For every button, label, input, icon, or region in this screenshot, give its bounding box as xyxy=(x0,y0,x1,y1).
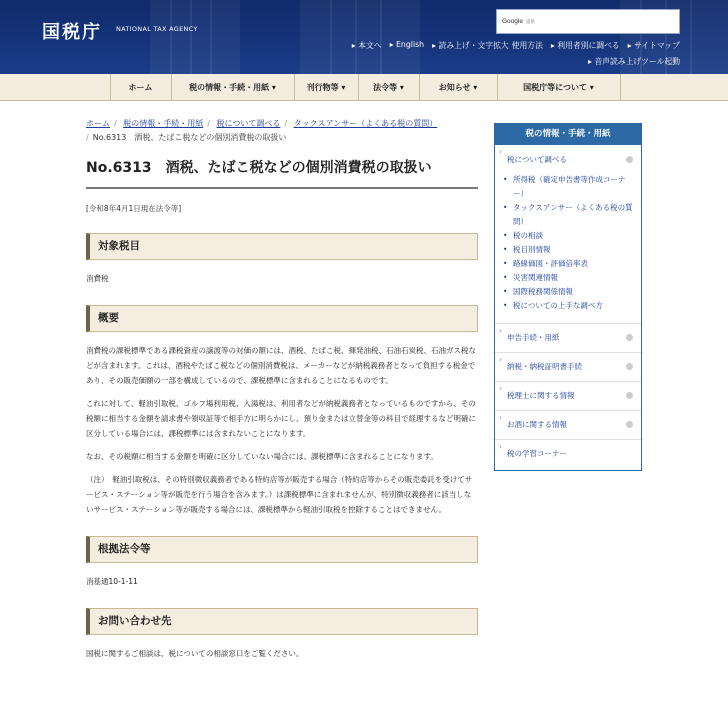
side-nav-sub-item[interactable]: • 所得税（確定申告書等作成コーナー） xyxy=(495,173,641,201)
breadcrumb-home[interactable]: ホーム xyxy=(86,119,110,128)
global-nav xyxy=(0,74,728,101)
section-text: 国税に関するご相談は、税についての相談窓口をご覧ください。 xyxy=(86,649,304,658)
circle-icon xyxy=(626,421,633,428)
section-heading-target-tax: 対象税目 xyxy=(86,233,478,260)
circle-icon xyxy=(626,363,633,370)
utility-link-skip[interactable]: ▸ 本文へ xyxy=(351,41,382,50)
nav-home[interactable]: ホーム xyxy=(128,83,153,92)
utility-link-voice-reader[interactable]: ▸ 音声読み上げツール起動 xyxy=(587,57,680,66)
circle-icon xyxy=(626,156,633,163)
circle-icon xyxy=(626,392,633,399)
main-content xyxy=(86,117,478,661)
google-logo: Google 提供 xyxy=(502,18,535,25)
section-heading-contact: お問い合わせ先 xyxy=(86,608,478,635)
breadcrumb-research[interactable]: 税について調べる xyxy=(216,119,281,128)
section-text-note: （注） 軽油引取税は、その特別徴収義務者である特約店等が販売する場合（特約店等からその販売委託を受けてサービス・ステーション等が販売を行う場合を含みます。）は課税標準に含まれませんが、特別徴収義務者に該当しないサービス・ステーション等が販売する場合には、課税標準から軽油引取税を控除することはできません。 xyxy=(86,475,473,514)
side-nav-sub-item[interactable]: • 路線価図・評価倍率表 xyxy=(495,257,641,271)
utility-link-usage[interactable]: 使用方法 xyxy=(511,41,543,50)
utility-link-sitemap[interactable]: ▸ サイトマップ xyxy=(627,41,680,50)
breadcrumb: ホーム / 税の情報・手続・用紙 / 税について調べる / タックスアンサー（よくある税の質問） / No.6313 酒税、たばこ税などの個別消費税の取扱い xyxy=(86,119,438,142)
section-text: 消基通10-1-11 xyxy=(86,577,138,586)
nav-tax-info[interactable]: 税の情報・手続・用紙 ▾ xyxy=(189,83,276,92)
law-date-note: [令和8年4月1日現在法令等] xyxy=(86,204,182,213)
side-nav-title: 税の情報・手続・用紙 xyxy=(495,123,641,145)
nav-publications[interactable]: 刊行物等 ▾ xyxy=(306,83,346,92)
side-nav-sub-item[interactable]: • 税目別情報 xyxy=(495,243,641,257)
utility-link-by-user[interactable]: ▸ 利用者別に調べる xyxy=(550,41,620,50)
section-text: 消費税の課税標準である課税資産の譲渡等の対価の額には、酒税、たばこ税、揮発油税、石油石炭税、石油ガス税などが含まれます。これは、酒税やたばこ税などの個別消費税は、メーカーなどが納税義務者となって負担する税金であり、その販売価額の一部を構成しているので、課税標準に含まれることになるものです。 xyxy=(86,346,476,385)
section-text: 消費税 xyxy=(86,274,109,283)
search-input[interactable] xyxy=(496,9,680,34)
site-logo-english: NATIONAL TAX AGENCY xyxy=(116,25,198,33)
nav-laws[interactable]: 法令等 ▾ xyxy=(373,83,404,92)
side-nav xyxy=(494,123,642,471)
side-nav-sub-item[interactable]: • 国際税務関係情報 xyxy=(495,285,641,299)
section-heading-overview: 概要 xyxy=(86,305,478,332)
section-heading-legal-basis: 根拠法令等 xyxy=(86,536,478,563)
side-nav-learning[interactable]: › 税の学習コーナー xyxy=(495,440,641,470)
side-nav-filing[interactable]: › 申告手続・用紙 xyxy=(495,324,641,352)
side-nav-sub-item[interactable]: • タックスアンサー（よくある税の質問） xyxy=(495,201,641,229)
side-nav-sub-item[interactable]: • 税についての上手な調べ方 xyxy=(495,299,641,313)
site-header xyxy=(0,0,728,74)
header-building-decoration xyxy=(150,0,240,74)
page-title: No.6313 酒税、たばこ税などの個別消費税の取扱い xyxy=(86,157,478,189)
utility-links xyxy=(344,40,680,51)
circle-icon xyxy=(626,334,633,341)
side-nav-liquor[interactable]: › お酒に関する情報 xyxy=(495,411,641,439)
header-building-decoration xyxy=(300,0,420,74)
side-nav-sub-item[interactable]: • 税の相談 xyxy=(495,229,641,243)
nav-about-nta[interactable]: 国税庁等について ▾ xyxy=(523,83,594,92)
section-text: なお、その税額に相当する金額を明確に区分していない場合には、課税標準に含まれることになります。 xyxy=(86,452,438,461)
breadcrumb-tax-answer[interactable]: タックスアンサー（よくある税の質問） xyxy=(293,119,438,128)
utility-link-english[interactable]: ▸ English xyxy=(389,40,425,49)
side-nav-tax-accountant[interactable]: › 税理士に関する情報 xyxy=(495,382,641,410)
side-nav-research[interactable]: › 税について調べる xyxy=(495,145,641,173)
side-nav-research-sublist xyxy=(495,173,641,323)
side-nav-payment[interactable]: › 納税・納税証明書手続 xyxy=(495,353,641,381)
breadcrumb-tax-info[interactable]: 税の情報・手続・用紙 xyxy=(123,119,204,128)
side-nav-sub-item[interactable]: • 災害関連情報 xyxy=(495,271,641,285)
utility-link-accessibility[interactable]: ▸ 読み上げ・文字拡大 xyxy=(432,41,509,50)
breadcrumb-current: No.6313 酒税、たばこ税などの個別消費税の取扱い xyxy=(92,133,287,142)
section-text: これに対して、軽油引取税、ゴルフ場利用税、入湯税は、利用者などが納税義務者となっているものですから、その税額に相当する金額を請求書や領収証等で相手方に明らかにし、預り金または立替金等の科目で経理するなど明確に区分している場合には、課税標準には含まれないことになります。 xyxy=(86,399,476,438)
site-logo[interactable]: 国税庁 xyxy=(42,22,102,43)
nav-notices[interactable]: お知らせ ▾ xyxy=(438,83,478,92)
